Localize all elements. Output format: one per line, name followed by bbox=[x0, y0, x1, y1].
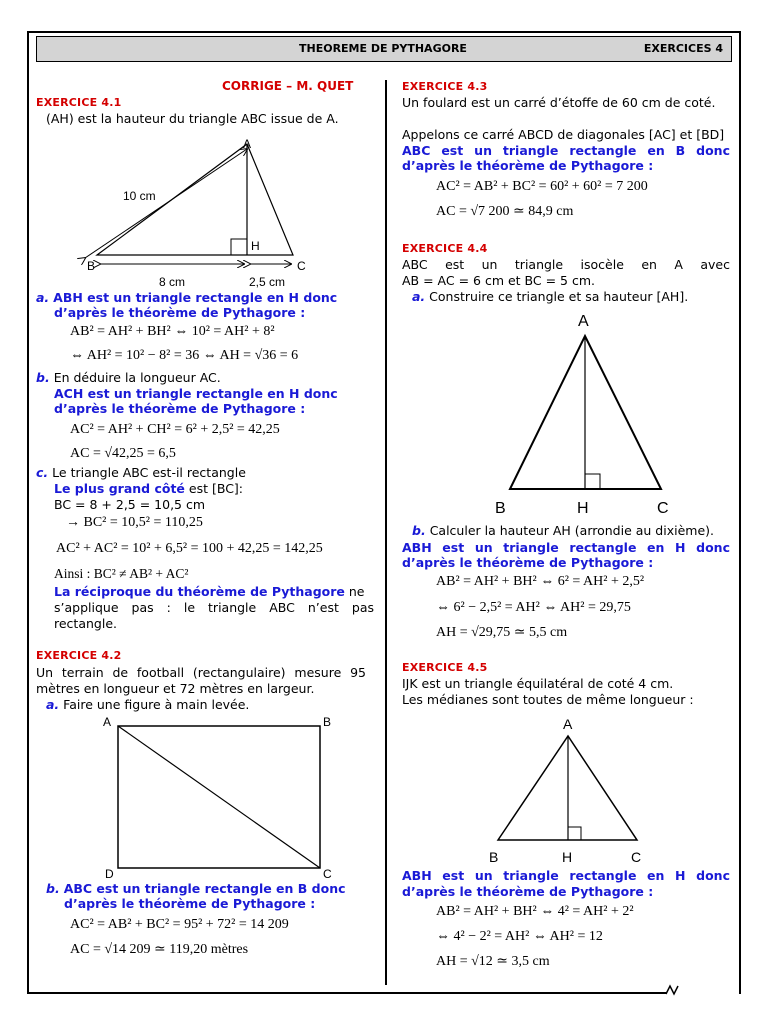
ex41-c-after: est [BC]: bbox=[184, 481, 244, 496]
ex41-b-label: b. bbox=[36, 370, 50, 385]
ex42-a-line bbox=[46, 697, 249, 712]
ex44-eq1: AB² = AH² + BH² ⇔ 6² = AH² + 2,5² bbox=[436, 574, 645, 589]
ex42-title: EXERCICE 4.2 bbox=[36, 649, 122, 662]
ex44-b-line bbox=[412, 523, 714, 538]
ex42-line2: mètres en longueur et 72 mètres en largeur. bbox=[36, 681, 315, 696]
ex42-b-line bbox=[46, 881, 346, 896]
header-title: THEOREME DE PYTHAGORE bbox=[299, 42, 467, 55]
ex45-title: EXERCICE 4.5 bbox=[402, 661, 488, 674]
ex44-blue1: ABH est un triangle rectangle en H donc bbox=[402, 540, 730, 555]
ex42-b-eq2: AC = √14 209 ≃ 119,20 mètres bbox=[70, 942, 249, 957]
ex41-b-eq2: AC = √42,25 = 6,5 bbox=[70, 446, 176, 461]
diagonal-ac bbox=[118, 726, 320, 868]
length-hc-label: 2,5 cm bbox=[249, 275, 286, 289]
ex45-eq3: AH = √12 ≃ 3,5 cm bbox=[436, 954, 550, 969]
vertex-a-label: A bbox=[578, 313, 589, 330]
ex41-c-blue: Le plus grand côté bbox=[54, 481, 185, 496]
ex43-eq2: AC = √7 200 ≃ 84,9 cm bbox=[436, 204, 574, 219]
page-header bbox=[36, 36, 732, 62]
ex41-a-eq1: AB² = AH² + BH² ⇔ 10² = AH² + 8² bbox=[70, 324, 275, 339]
ex41-c-eq1: → BC² = 10,5² = 110,25 bbox=[66, 515, 203, 530]
vertex-a-label: A bbox=[243, 137, 252, 151]
ex41-b-eq1: AC² = AH² + CH² = 6² + 2,5² = 42,25 bbox=[70, 422, 280, 437]
ex44-b-text: Calculer la hauteur AH (arrondie au dixième). bbox=[429, 523, 714, 538]
ex43-eq1: AC² = AB² + BC² = 60² + 60² = 7 200 bbox=[436, 179, 648, 194]
right-angle-mark bbox=[585, 474, 600, 489]
corrige-author: CORRIGE – M. QUET bbox=[222, 79, 354, 93]
ex44-title: EXERCICE 4.4 bbox=[402, 242, 488, 255]
ex44-eq3: AH = √29,75 ≃ 5,5 cm bbox=[436, 625, 568, 640]
vertex-c-label: C bbox=[631, 849, 642, 865]
ex42-b-blue1: ABC est un triangle rectangle en B donc bbox=[63, 881, 346, 896]
header-exercises: EXERCICES 4 bbox=[643, 42, 723, 55]
ex45-eq2: ⇔ 4² − 2² = AH² ⇔ AH² = 12 bbox=[436, 929, 603, 944]
ex41-b-text: En déduire la longueur AC. bbox=[53, 370, 221, 385]
ex41-triangle-figure bbox=[76, 132, 326, 292]
ex44-eq2: ⇔ 6² − 2,5² = AH² ⇔ AH² = 29,75 bbox=[436, 600, 631, 615]
ex41-c-rec-blue: La réciproque du théorème de Pythagore bbox=[54, 584, 345, 599]
vertex-c-label: C bbox=[657, 500, 669, 517]
right-angle-mark bbox=[568, 827, 581, 840]
right-angle-mark bbox=[231, 239, 247, 255]
column-divider bbox=[385, 80, 387, 985]
ex42-a-text: Faire une figure à main levée. bbox=[63, 697, 250, 712]
ex45-line1: IJK est un triangle équilatéral de coté 4 cm. bbox=[402, 676, 674, 691]
ex41-c-rec1 bbox=[54, 584, 365, 599]
vertex-a-label: A bbox=[563, 716, 573, 732]
length-bh-label: 8 cm bbox=[159, 275, 186, 289]
page-frame-right bbox=[739, 31, 741, 994]
ex42-b-label: b. bbox=[46, 881, 60, 896]
ex44-b-label: b. bbox=[412, 523, 426, 538]
frame-corner-mark bbox=[662, 982, 742, 996]
ex41-c-label: c. bbox=[36, 465, 49, 480]
ex41-c-rec-ne: ne bbox=[344, 584, 365, 599]
ex41-c-ainsi: Ainsi : BC² ≠ AB² + AC² bbox=[54, 566, 189, 581]
ex41-a-label: a. bbox=[36, 290, 50, 305]
ex42-b-blue2: d’après le théorème de Pythagore : bbox=[64, 896, 316, 911]
ex42-b-eq1: AC² = AB² + BC² = 95² + 72² = 14 209 bbox=[70, 917, 289, 932]
corner-c-label: C bbox=[323, 867, 332, 881]
ex41-c-side bbox=[54, 481, 243, 496]
ex42-a-label: a. bbox=[46, 697, 60, 712]
ex45-blue1: ABH est un triangle rectangle en H donc bbox=[402, 868, 730, 883]
ex45-line2: Les médianes sont toutes de même longueur : bbox=[402, 692, 694, 707]
vertex-b-label: B bbox=[489, 849, 499, 865]
ex42-rectangle-figure bbox=[98, 712, 348, 882]
ex41-a-eq2: ⇔ AH² = 10² − 8² = 36 ⇔ AH = √36 = 6 bbox=[70, 348, 299, 363]
ex43-blue2: d’après le théorème de Pythagore : bbox=[402, 158, 654, 173]
ex43-line2: Appelons ce carré ABCD de diagonales [AC] et [BD] bbox=[402, 127, 725, 142]
corner-a-label: A bbox=[103, 715, 112, 729]
ex44-line1: ABC est un triangle isocèle en A avec bbox=[402, 257, 730, 272]
ex44-a-text: Construire ce triangle et sa hauteur [AH]. bbox=[429, 289, 689, 304]
vertex-b-label: B bbox=[495, 500, 506, 517]
ex42-line1: Un terrain de football (rectangulaire) mesure 95 bbox=[36, 665, 366, 680]
ex41-a-blue1: ABH est un triangle rectangle en H donc bbox=[53, 290, 338, 305]
ex41-b-line bbox=[36, 370, 221, 385]
ex45-eq1: AB² = AH² + BH² ⇔ 4² = AH² + 2² bbox=[436, 904, 634, 919]
ex41-statement: (AH) est la hauteur du triangle ABC issue de A. bbox=[46, 111, 339, 126]
ex43-blue1: ABC est un triangle rectangle en B donc bbox=[402, 143, 730, 158]
corner-d-label: D bbox=[105, 867, 114, 881]
ex41-b-blue1: ACH est un triangle rectangle en H donc bbox=[54, 386, 338, 401]
page-frame-bottom bbox=[27, 992, 667, 994]
vertex-h-label: H bbox=[577, 500, 589, 517]
ex45-equilateral-figure bbox=[480, 712, 660, 866]
dim-ab-arrow bbox=[85, 149, 247, 258]
ex44-isosceles-figure bbox=[490, 306, 690, 518]
ex44-a-line bbox=[412, 289, 688, 304]
ex41-a-blue2: d’après le théorème de Pythagore : bbox=[54, 305, 306, 320]
ex44-a-label: a. bbox=[412, 289, 426, 304]
length-ab-label: 10 cm bbox=[123, 189, 156, 203]
ex43-title: EXERCICE 4.3 bbox=[402, 80, 488, 93]
vertex-c-label: C bbox=[297, 259, 306, 273]
ex41-c-bc: BC = 8 + 2,5 = 10,5 cm bbox=[54, 497, 206, 512]
ex41-c-rec3: rectangle. bbox=[54, 616, 117, 631]
ex43-line1: Un foulard est un carré d’étoffe de 60 cm de coté. bbox=[402, 95, 716, 110]
ex44-line2: AB = AC = 6 cm et BC = 5 cm. bbox=[402, 273, 595, 288]
vertex-h-label: H bbox=[562, 849, 573, 865]
ex41-c-line bbox=[36, 465, 246, 480]
ex41-c-text: Le triangle ABC est-il rectangle bbox=[52, 465, 246, 480]
ex41-c-rec2: s’applique pas : le triangle ABC n’est pas bbox=[54, 600, 374, 615]
ex41-c-eq2: AC² + AC² = 10² + 6,5² = 100 + 42,25 = 142,25 bbox=[56, 541, 323, 556]
corner-b-label: B bbox=[323, 715, 332, 729]
ex44-blue2: d’après le théorème de Pythagore : bbox=[402, 555, 654, 570]
ex41-a-line1 bbox=[36, 290, 337, 305]
ex41-b-blue2: d’après le théorème de Pythagore : bbox=[54, 401, 306, 416]
vertex-h-label: H bbox=[251, 239, 260, 253]
ex45-blue2: d’après le théorème de Pythagore : bbox=[402, 884, 654, 899]
ex41-title: EXERCICE 4.1 bbox=[36, 96, 122, 109]
vertex-b-label: B bbox=[87, 259, 96, 273]
